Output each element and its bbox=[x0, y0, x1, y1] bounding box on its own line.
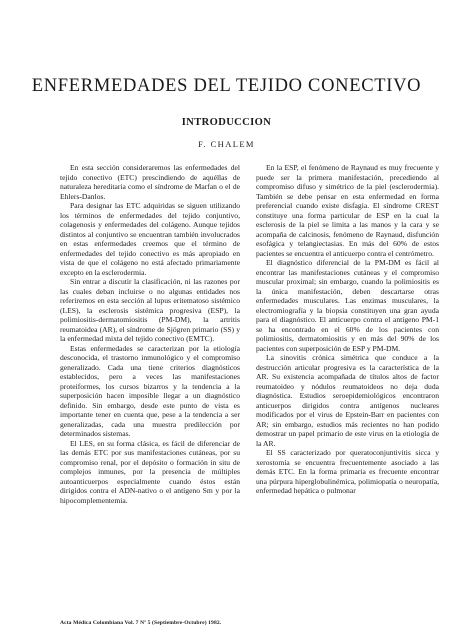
paragraph: En la ESP, el fenómeno de Raynaud es muy frecuente y puede ser la primera manifestación, precediendo al compromiso difuso y simétrico de la piel (esclerodermia). También se debe pensar en esta enfermedad en forma preferencial cuando existe disfagia. El síndrome CREST constituye una forma particular de ESP en la cual la esclerosis de la piel se limita a las manos y la cara y se acompaña de calcinosis, fenómeno de Raynaud, disfunción esofágica y telangiectasias. En más del 60% de estos pacientes se encuentra el anticuerpo contra el centrómetro. bbox=[256, 163, 439, 258]
paragraph: Sin entrar a discutir la clasificación, ni las razones por las cuales deban incluirse o no algunas entidades nos referiremos en esta sección al lupus eritematoso sistémico (LES), la esclerosis sistémica progresiva (ESP), la polimiositis-dermatomiositis (PM-DM), la artritis reumatoidea (AR), el síndrome de Sjögren primario (SS) y la enfermedad mixta del tejido conectivo (EMTC). bbox=[60, 277, 240, 343]
paragraph: La sinovitis crónica simétrica que conduce a la destrucción articular progresiva es la característica de la AR. Su existencia acompañada de títulos altos de factor reumatoideo y nódulos reumatoideos no deja duda diagnóstica. Estudios seroepidemiológicos encontraron anticuerpos dirigidos contra antígenos nucleares modificados por el virus de Epstein-Barr en pacientes con AR; sin embargo, estudios más recientes no han podido demostrar un papel primario de este virus en la etiología de la AR. bbox=[256, 353, 439, 448]
paragraph: Estas enfermedades se caracterizan por la etiología desconocida, el trastorno inmunológico y el compromiso generalizado. Cada una tiene criterios diagnósticos establecidos, pero a veces las manifestaciones proteiformes, los cursos bizarros y la tendencia a la superposición hacen imposible llegar a un diagnóstico definido. Sin embargo, desde este punto de vista es importante tener en cuenta que, pese a la tendencia a ser generalizadas, cada una muestra predilección por determinados sistemas. bbox=[60, 343, 240, 438]
page-title: ENFERMEDADES DEL TEJIDO CONECTIVO bbox=[31, 76, 422, 96]
section-heading: INTRODUCCION bbox=[181, 117, 272, 128]
paragraph: En esta sección consideraremos las enfermedades del tejido conectivo (ETC) prescindiendo de aquéllas de naturaleza hereditaria como el síndrome de Marfan o el de Ehlers-Danlos. bbox=[60, 163, 240, 201]
journal-footer: Acta Médica Colombiana Vol. 7 Nº 5 (Septiembre-Octubre) 1982. bbox=[60, 620, 222, 626]
paragraph: El SS caracterizado por queratoconjuntivitis sicca y xerostomía se encuentra frecuentemente asociado a las demás ETC. En la forma primaria es frecuente encontrar una púrpura hiperglobulinémica, polimiopatía o neuropatía, enfermedad hepática o pulmonar bbox=[256, 448, 439, 495]
author-name: F. CHALEM bbox=[198, 139, 255, 149]
left-column bbox=[60, 163, 240, 505]
right-column bbox=[256, 163, 439, 496]
paragraph: Para designar las ETC adquiridas se siguen utilizando los términos de enfermedades del tejido conjuntivo, colagenosis y enfermedades del colágeno. Aunque tejidos distintos al conjuntivo se encuentran también involucrados en estas enfermedades creemos que el término de enfermedades del tejido conectivo es más apropiado en vista de que el colágeno no está afectado primariamente excepto en la esclerodermia. bbox=[60, 201, 240, 277]
paragraph: El diagnóstico diferencial de la PM-DM es fácil al encontrar las manifestaciones cutáneas y el compromiso muscular proximal; sin embargo, cuando la polimiositis es la única manifestación, deben descartarse otras enfermedades musculares. Las enzimas musculares, la electromiografía y la biopsia constituyen una gran ayuda para el diagnóstico. El anticuerpo contra el antígeno PM-1 se ha encontrado en el 60% de los pacientes con polimiositis, dermatomiositis y en más del 90% de los pacientes con superposición de ESP y PM-DM. bbox=[256, 258, 439, 353]
paragraph: El LES, en su forma clásica, es fácil de diferenciar de las demás ETC por sus manifestaciones cutáneas, por su compromiso renal, por el depósito o formación in situ de complejos inmunes, por la presencia de múltiples autoanticuerpos especialmente cuando éstos están dirigidos contra el ADN-nativo o el antígeno Sm y por la hipocomplementemia. bbox=[60, 438, 240, 505]
